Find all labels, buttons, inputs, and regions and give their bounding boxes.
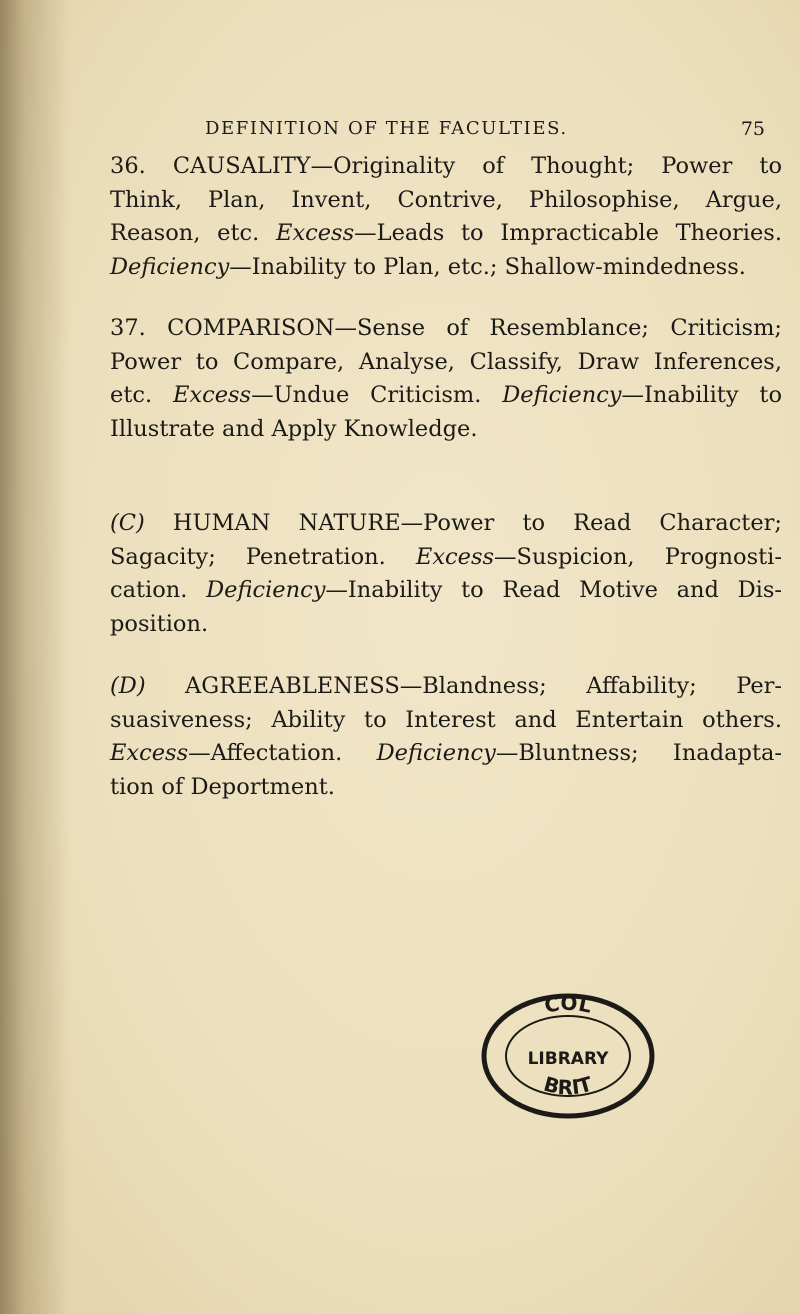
text-line: Think, Plan, Invent, Contrive, Philosophise, Argue,	[110, 186, 782, 213]
text-line: Deficiency—Inability to Plan, etc.; Shallow-mindedness.	[110, 253, 746, 280]
stamp-arc-bottom: BRIT	[541, 1071, 595, 1100]
text-line: (C) HUMAN NATURE—Power to Read Character;	[110, 510, 782, 536]
running-header	[205, 118, 765, 142]
text-line: Illustrate and Apply Knowledge.	[110, 415, 478, 442]
text-line: tion of Deportment.	[110, 773, 335, 800]
text-line: 36. CAUSALITY—Originality of Thought; Power to	[110, 153, 782, 179]
italic-term: Excess	[415, 543, 495, 570]
text-line: etc. Excess—Undue Criticism. Deficiency—Inability to	[110, 382, 782, 408]
italic-term: Deficiency	[206, 577, 326, 603]
page-number: 75	[740, 118, 765, 140]
entry-causality	[110, 150, 782, 284]
text-line: (D) AGREEABLENESS—Blandness; Affability; Per-	[110, 673, 782, 699]
italic-term: Excess	[276, 220, 355, 246]
italic-term: Deficiency	[502, 382, 622, 408]
library-stamp	[480, 992, 656, 1120]
italic-term: Excess	[110, 740, 189, 766]
italic-term: Deficiency	[376, 740, 496, 766]
text-line: cation. Deficiency—Inability to Read Motive and Dis-	[110, 577, 782, 603]
entry-comparison	[110, 312, 782, 446]
italic-term: (D)	[110, 673, 146, 699]
italic-term: (C)	[110, 510, 145, 536]
text-line: Excess—Affectation. Deficiency—Bluntness; Inadapta-	[110, 740, 782, 766]
page-gutter-shadow	[0, 0, 70, 1314]
entry-human-nature	[110, 507, 782, 641]
running-title: DEFINITION OF THE FACULTIES.	[205, 118, 568, 139]
text-line: Power to Compare, Analyse, Classify, Draw Inferences,	[110, 348, 782, 375]
text-line: position.	[110, 610, 209, 637]
text-line: Sagacity; Penetration. Excess—Suspicion, Prognosti-	[110, 543, 782, 570]
entry-agreeableness	[110, 670, 782, 804]
text-line: Reason, etc. Excess—Leads to Impracticable Theories.	[110, 220, 782, 246]
text-line: 37. COMPARISON—Sense of Resemblance; Criticism;	[110, 315, 782, 341]
stamp-label: LIBRARY	[527, 1049, 609, 1069]
stamp-arc-top: COL	[542, 992, 594, 1018]
italic-term: Deficiency	[110, 253, 230, 280]
text-line: suasiveness; Ability to Interest and Entertain others.	[110, 706, 782, 733]
italic-term: Excess	[172, 382, 252, 408]
